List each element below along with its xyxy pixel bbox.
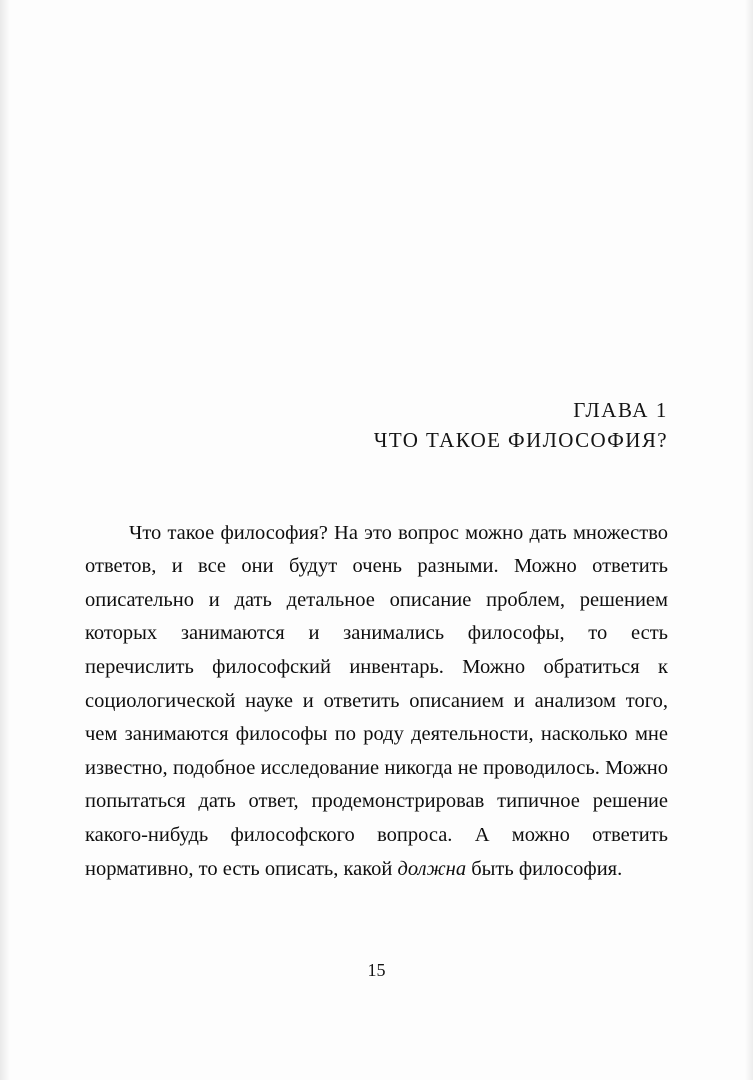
- chapter-heading: [85, 396, 668, 455]
- chapter-number: ГЛАВА 1: [573, 398, 668, 422]
- paragraph-emphasis-word: должна: [397, 857, 467, 880]
- body-paragraph: [85, 517, 668, 887]
- chapter-title: ЧТО ТАКОЕ ФИЛОСОФИЯ?: [373, 428, 668, 453]
- paragraph-tail-text: быть философия.: [466, 857, 623, 880]
- paragraph-lead-text: Что такое философия? На это вопрос можно дать множество ответов, и все они будут очень разными. Можно ответить описательно и дать детальное описание проблем, решением которых занимаются и занимались философы, то есть перечислить философский инвентарь. Можно обратиться к социологической науке и ответить описанием и анализом того, чем занимаются философы по роду деятельности, насколько мне известно, подобное исследование никогда не проводилось. Можно попытаться дать ответ, продемонстрировав типичное решение какого-нибудь философского вопроса. А можно ответить нормативно, то есть описать, какой: [85, 521, 668, 880]
- page-number: 15: [367, 960, 386, 980]
- page-content: [85, 0, 668, 907]
